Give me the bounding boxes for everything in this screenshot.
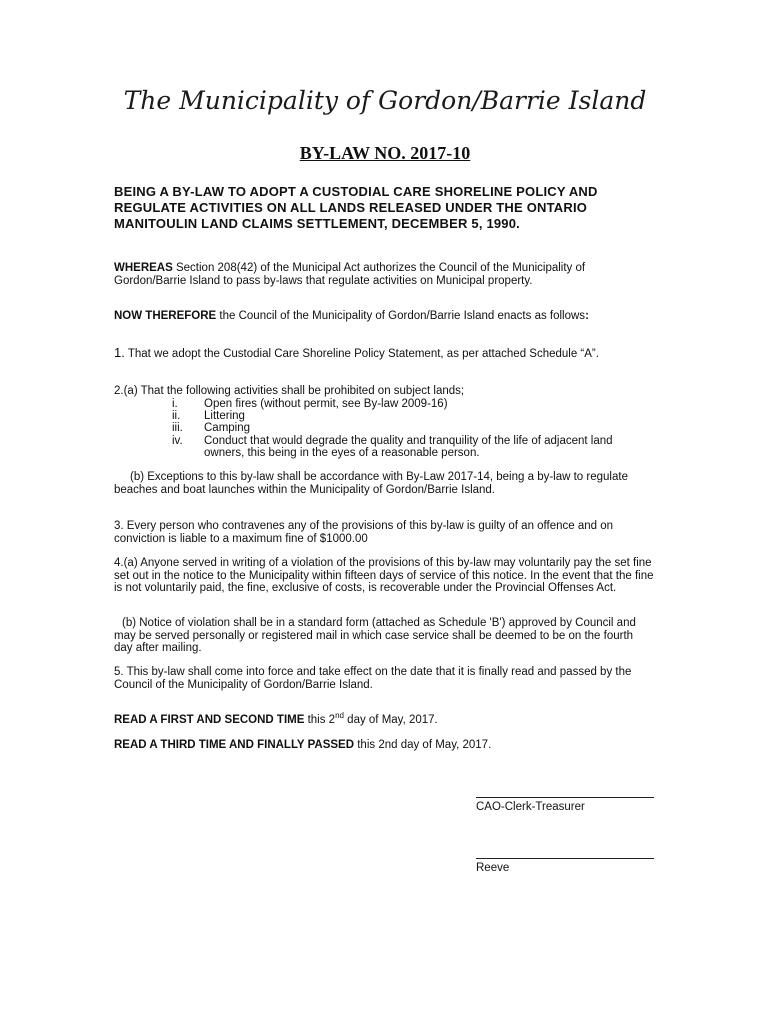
first-reading-post: day of May, 2017. <box>343 714 438 726</box>
now-therefore-text: the Council of the Municipality of Gordon/Barrie Island enacts as follows <box>216 310 586 322</box>
bylaw-number: BY-LAW NO. 2017-10 <box>299 143 471 163</box>
list-item <box>114 398 654 410</box>
signature-block-clerk <box>476 797 654 813</box>
signature-block-reeve <box>476 858 654 874</box>
first-reading-label: READ A FIRST AND SECOND TIME <box>114 714 305 726</box>
clause-4a: 4.(a) Anyone served in writing of a violation of the provisions of this by-law may voluntarily pay the set fine set out in the notice to the Municipality within fifteen days of service of this notice. In the event that the fine is not voluntarily paid, the fine, exclusive of costs, is recoverable under the Provincial Offenses Act. <box>114 557 654 594</box>
signature-title: Reeve <box>476 862 510 874</box>
third-reading-label: READ A THIRD TIME AND FINALLY PASSED <box>114 739 355 751</box>
clause-3: 3. Every person who contravenes any of the provisions of this by-law is guilty of an offence and on conviction is liable to a maximum fine of $1000.00 <box>114 520 614 545</box>
list-item-number: i. <box>172 398 178 410</box>
third-reading-text: this 2nd day of May, 2017. <box>354 739 492 751</box>
now-therefore-colon: : <box>585 310 589 322</box>
list-item-number: iv. <box>172 434 183 447</box>
list-item-text: Open fires (without permit, see By-law 2009-16) <box>204 398 448 410</box>
now-therefore-label: NOW THEREFORE <box>114 310 217 322</box>
clause-1-number: 1. <box>114 345 125 360</box>
clause-5: 5. This by-law shall come into force and take effect on the date that it is finally read and passed by the Council of the Municipality of Gordon/Barrie Island. <box>114 666 632 691</box>
signature-title: CAO-Clerk-Treasurer <box>476 801 585 813</box>
activities-list <box>114 398 654 459</box>
document-title: The Municipality of Gordon/Barrie Island <box>123 86 647 115</box>
list-item-text: Camping <box>204 422 251 435</box>
list-item <box>114 435 654 459</box>
bylaw-heading: BEING A BY-LAW TO ADOPT A CUSTODIAL CARE SHORELINE POLICY AND REGULATE ACTIVITIES ON ALL LANDS RELEASED UNDER THE ONTARIO MANITOULIN LAND CLAIMS SETTLEMENT, DECEMBER 5, 1990. <box>114 184 598 231</box>
list-item <box>114 410 654 422</box>
whereas-label: WHEREAS <box>114 262 173 274</box>
clause-1 <box>114 347 654 361</box>
first-reading <box>114 711 654 727</box>
first-reading-pre: this 2 <box>304 714 336 726</box>
clause-4b: (b) Notice of violation shall be in a standard form (attached as Schedule 'B') approved by Council and may be served personally or registered mail in which case service shall be deemed to be on the fourth day after mailing. <box>114 617 636 654</box>
now-therefore-paragraph <box>114 310 654 323</box>
list-item-text: Conduct that would degrade the quality and tranquility of the life of adjacent land owners, this being in the eyes of a reasonable person. <box>204 434 613 459</box>
list-item-number: iii. <box>172 422 183 435</box>
whereas-text: Section 208(42) of the Municipal Act authorizes the Council of the Municipality of Gordon/Barrie Island to pass by-laws that regulate activities on Municipal property. <box>114 262 586 287</box>
whereas-paragraph <box>114 262 654 287</box>
list-item-text: Littering <box>204 410 245 423</box>
clause-2b: (b) Exceptions to this by-law shall be accordance with By-Law 2017-14, being a by-law to regulate beaches and boat launches within the Municipality of Gordon/Barrie Island. <box>114 471 628 496</box>
clause-2a: 2.(a) That the following activities shall be prohibited on subject lands; <box>114 385 465 397</box>
signature-line <box>476 858 654 859</box>
signature-line <box>476 797 654 798</box>
list-item-number: ii. <box>172 410 181 423</box>
first-reading-sup: nd <box>335 711 344 721</box>
clause-1-text: That we adopt the Custodial Care Shoreline Policy Statement, as per attached Schedule “A”. <box>124 348 599 360</box>
list-item <box>114 422 654 434</box>
third-reading <box>114 739 654 752</box>
